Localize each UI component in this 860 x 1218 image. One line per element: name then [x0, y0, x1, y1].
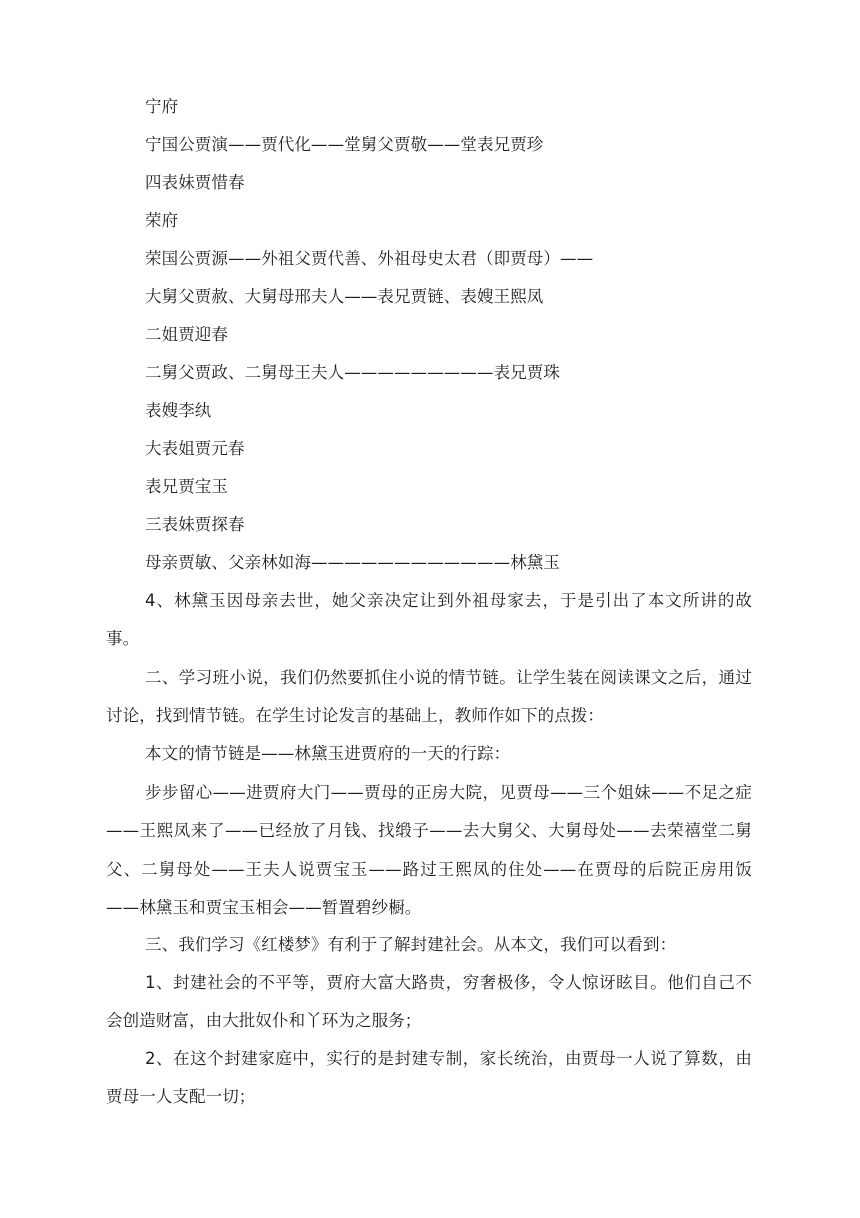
paragraph-section-three: 三、我们学习《红楼梦》有利于了解封建社会。从本文，我们可以看到：: [145, 935, 677, 954]
yuanchun-line: 大表姐贾元春: [145, 439, 245, 458]
parents-line: 母亲贾敏、父亲林如海————————————林黛玉: [145, 553, 560, 572]
paragraph-plot-chain: 步步留心——进贾府大门——贾母的正房大院，见贾母——三个姐妹——不足之症——王熙凤来了——已经放了月钱、找缎子——去大舅父、大舅母处——去荣禧堂二舅父、二舅母处——王夫人说贾宝玉——路过王熙凤的住处——在贾母的后院正房用饭——林黛玉和贾宝玉相会——暂置碧纱橱。: [106, 783, 752, 917]
ning-lineage-line: 宁国公贾演——贾代化——堂舅父贾敬——堂表兄贾珍: [145, 135, 544, 154]
xichun-line: 四表妹贾惜春: [145, 173, 245, 192]
paragraph-section-two: 二、学习班小说，我们仍然要抓住小说的情节链。让学生装在阅读课文之后，通过讨论，找到情节链。在学生讨论发言的基础上，教师作如下的点拨：: [106, 668, 752, 726]
tanchun-line: 三表妹贾探春: [145, 515, 245, 534]
liwan-line: 表嫂李纨: [145, 401, 212, 420]
paragraph-plot-chain-intro: 本文的情节链是——林黛玉进贾府的一天的行踪：: [145, 744, 511, 763]
paragraph-section-three-point-1: 1、封建社会的不平等，贾府大富大路贵，穷奢极侈，令人惊讶眩目。他们自己不会创造财富，由大批奴仆和丫环为之服务；: [106, 973, 752, 1031]
paragraph-point-4: 4、林黛玉因母亲去世，她父亲决定让到外祖母家去，于是引出了本文所讲的故事。: [106, 591, 752, 649]
ning-mansion-label: 宁府: [145, 97, 179, 116]
elder-uncle-line: 大舅父贾赦、大舅母邢夫人——表兄贾链、表嫂王熙凤: [145, 287, 544, 306]
paragraph-section-three-point-2: 2、在这个封建家庭中，实行的是封建专制，家长统治，由贾母一人说了算数，由贾母一人支配一切；: [106, 1049, 752, 1107]
yingchun-line: 二姐贾迎春: [145, 325, 228, 344]
rong-mansion-label: 荣府: [145, 211, 179, 230]
second-uncle-line: 二舅父贾政、二舅母王夫人—————————表兄贾珠: [145, 363, 560, 382]
baoyu-line: 表兄贾宝玉: [145, 477, 228, 496]
rong-lineage-line: 荣国公贾源——外祖父贾代善、外祖母史太君（即贾母）——: [145, 249, 594, 268]
